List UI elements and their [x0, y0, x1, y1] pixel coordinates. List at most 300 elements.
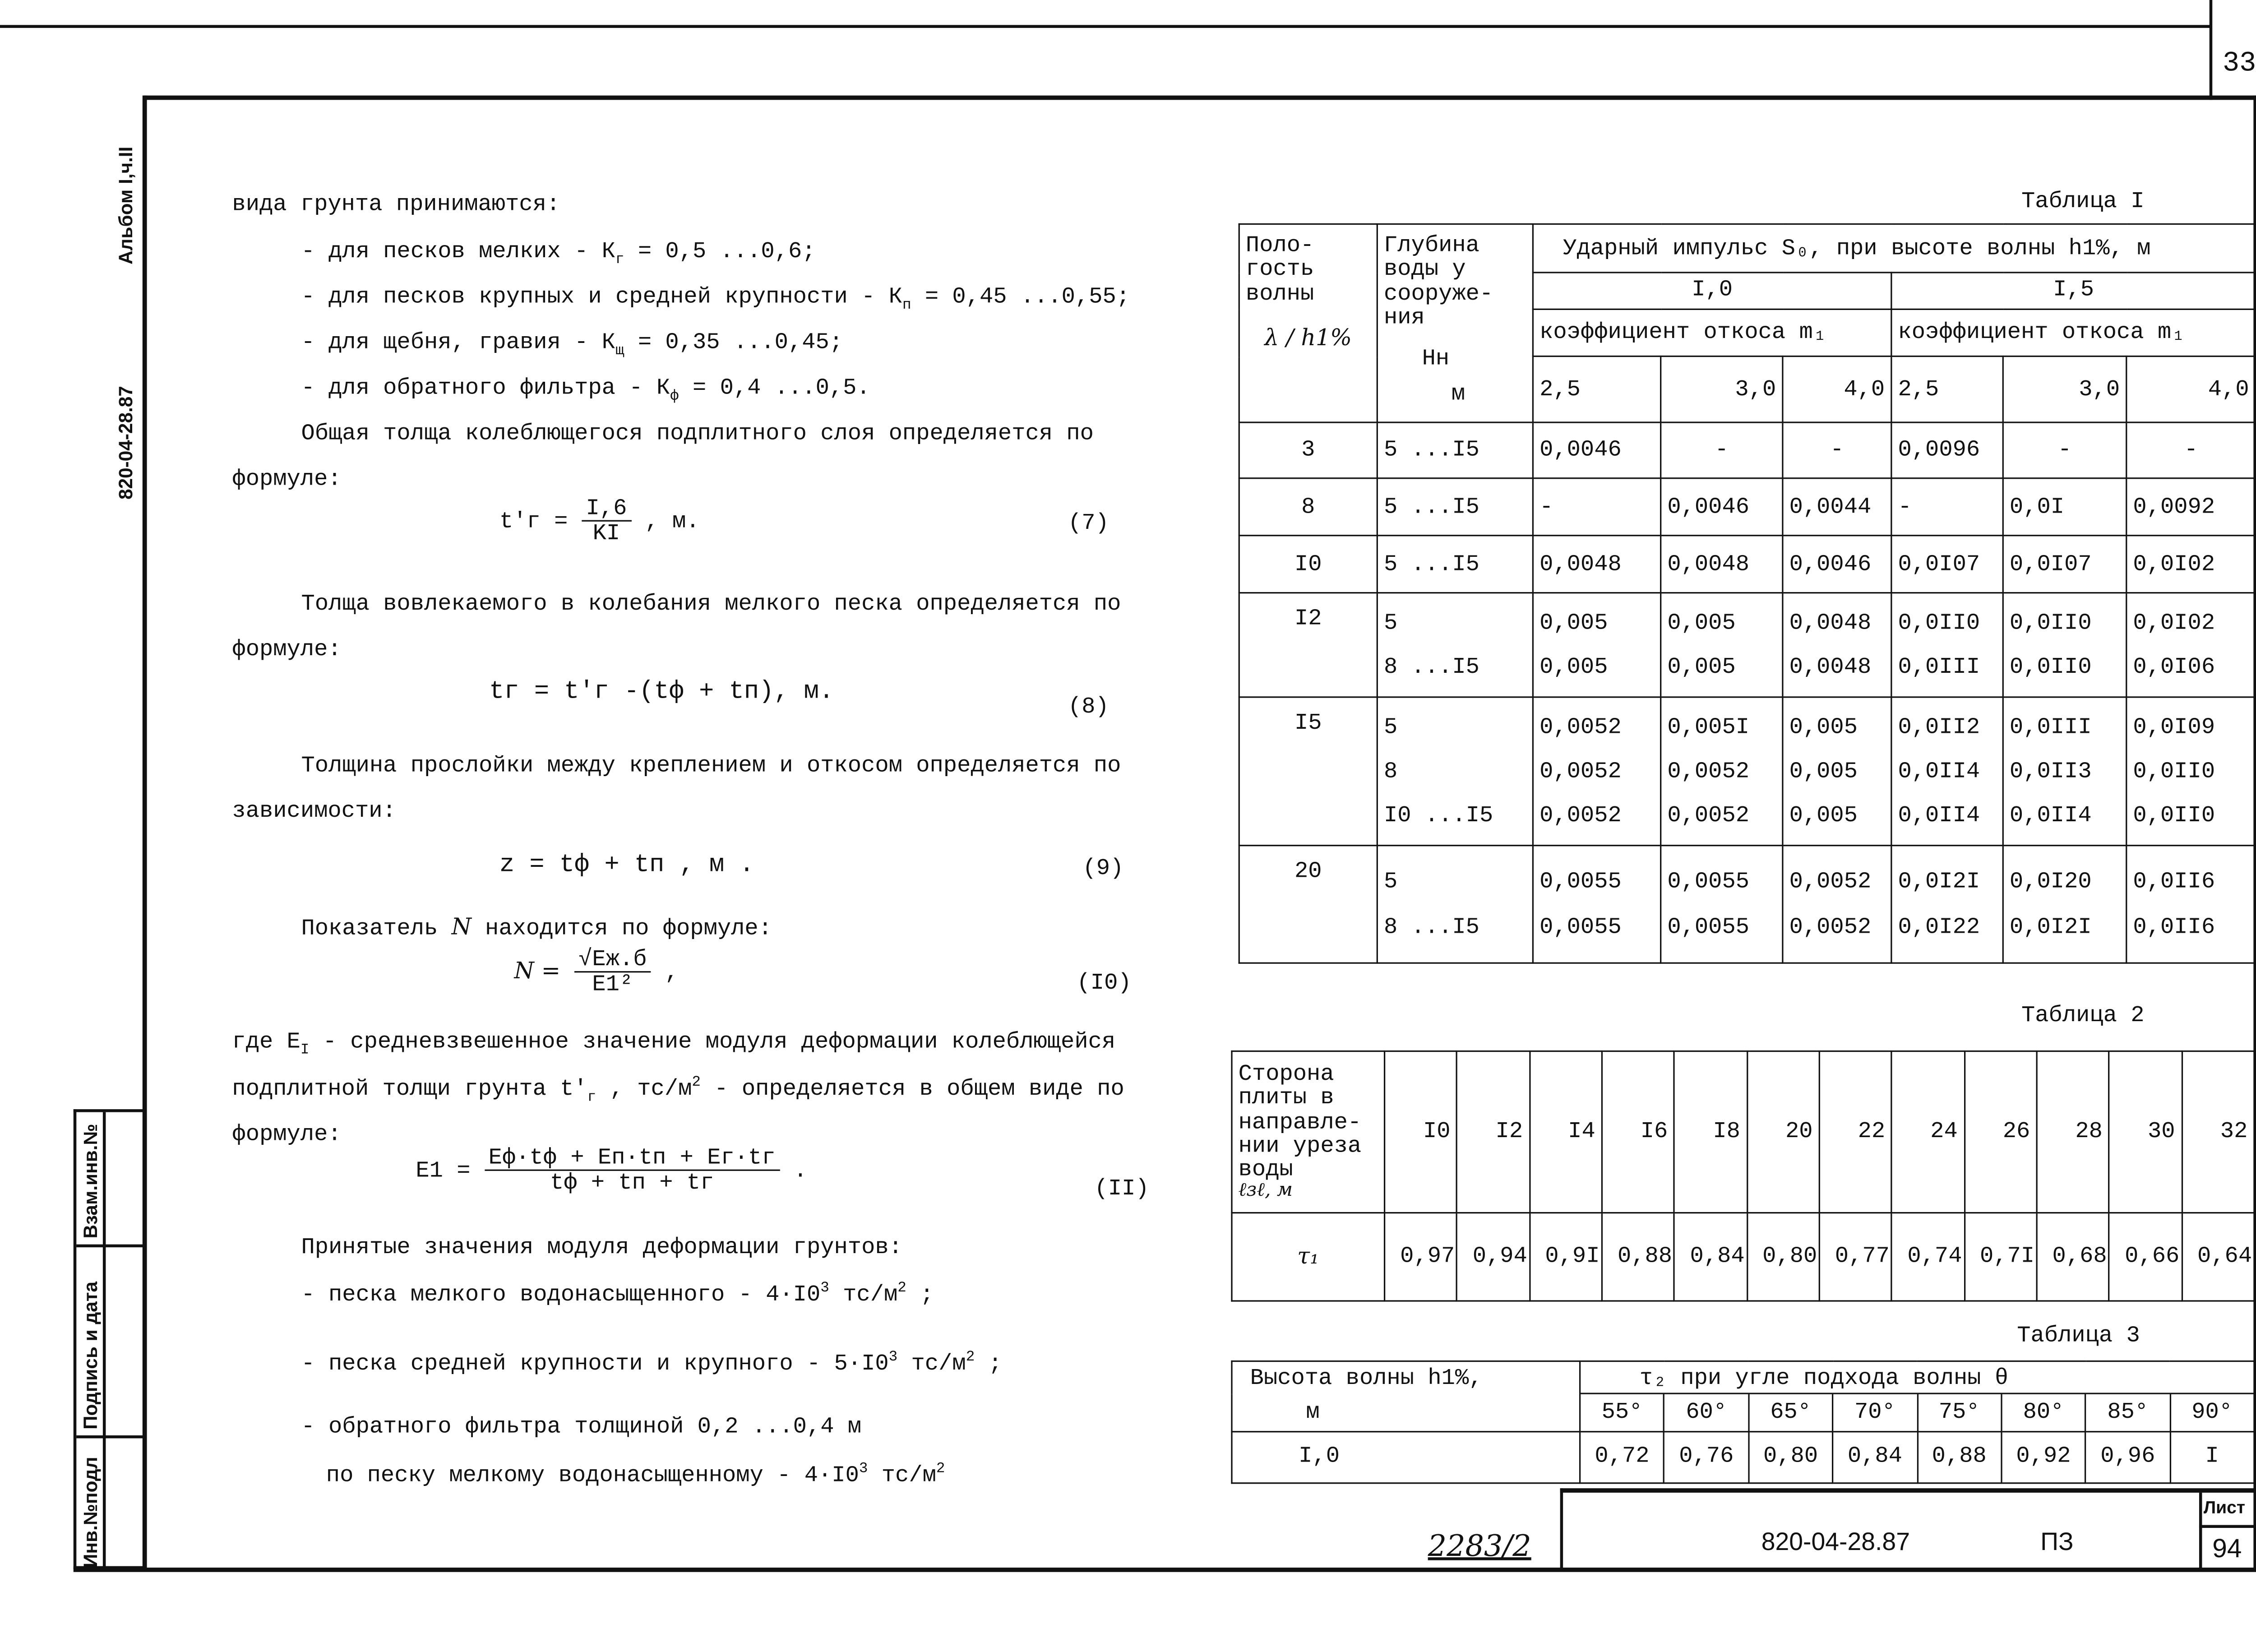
formula-numerator: √Eж.б — [574, 948, 651, 973]
text-segment: - для обратного фильтра - К — [301, 375, 670, 401]
text-line — [301, 283, 1130, 315]
header-size: I4 — [1530, 1051, 1602, 1213]
formula-lhs: N = — [514, 958, 561, 984]
cell-coefficient: 0,72 — [1580, 1431, 1664, 1482]
formula-numerator: Eф·tф + Eп·tп + Eг·tг — [484, 1146, 780, 1171]
impulse-value: 0,0048 — [1789, 653, 1872, 680]
text-segment: = 0,35 ...0,45; — [624, 329, 843, 356]
header-size: I8 — [1674, 1051, 1747, 1213]
depth-value: 5 ...I5 — [1383, 437, 1479, 463]
formula-denominator: KI — [592, 520, 620, 547]
impulse-value: 0,0II4 — [2009, 802, 2092, 829]
header-angle: 85° — [2085, 1394, 2170, 1431]
depth-value: 8 ...I5 — [1383, 653, 1479, 680]
cell-coefficient: 0,92 — [2002, 1431, 2086, 1482]
cell-impulse — [1783, 536, 1891, 593]
header-angle: 80° — [2002, 1394, 2086, 1431]
impulse-value: 0,0II6 — [2133, 913, 2215, 940]
header-size: I0 — [1385, 1051, 1457, 1213]
text-line — [232, 1028, 1115, 1060]
text-segment: - для песков крупных и средней крупности - К — [301, 283, 902, 310]
formula-11-number: (II) — [1094, 1175, 1149, 1202]
text-segment: 3 — [888, 1350, 898, 1366]
cell-coefficient: 0,9I — [1530, 1213, 1602, 1301]
text-segment: Толщина прослойки между креплением и откосом определяется по — [301, 752, 1121, 779]
stamp-signature-date: Подпись и дата — [79, 1281, 102, 1430]
header-depth-symbol: Hн — [1422, 345, 1450, 372]
table1-caption: Таблица I — [2021, 188, 2145, 215]
text-line — [301, 1281, 934, 1308]
impulse-value: 0,0I20 — [2009, 869, 2092, 895]
cell-coefficient: 0,76 — [1664, 1431, 1748, 1482]
header-wave-height: I,0 — [1533, 273, 1891, 309]
impulse-value: 0,0052 — [1789, 869, 1872, 895]
text-segment: формуле: — [232, 636, 342, 663]
stamp-inv-podl: Инв.№подл — [79, 1457, 102, 1568]
impulse-value: 0,0II2 — [1898, 713, 1980, 740]
header-wave-height — [1232, 1361, 1580, 1431]
text-segment: ; — [906, 1281, 934, 1308]
side-stamp — [74, 1109, 144, 1569]
header-size: 22 — [1819, 1051, 1892, 1213]
cell-impulse — [1533, 422, 1660, 478]
table-row — [1232, 1431, 2254, 1482]
text-segment: где E — [232, 1028, 300, 1055]
depth-value: 5 — [1383, 609, 1398, 636]
header-wave-height: I,5 — [1891, 273, 2256, 309]
impulse-value: 0,0I07 — [1898, 551, 1980, 578]
row-label: τ₁ — [1232, 1213, 1385, 1301]
table-1 — [1239, 223, 2256, 964]
text-segment: 2 — [897, 1281, 906, 1297]
formula-7-number: (7) — [1068, 509, 1109, 537]
cell-ratio: 8 — [1239, 478, 1377, 536]
impulse-value: 0,0052 — [1539, 802, 1622, 829]
cell-impulse — [1783, 593, 1891, 697]
cell-coefficient: 0,66 — [2109, 1213, 2182, 1301]
frame-top — [144, 96, 2256, 100]
impulse-value: 0,0I09 — [2133, 713, 2215, 740]
table-row — [1239, 846, 2256, 963]
cell-impulse — [1783, 697, 1891, 846]
text-segment: 3 — [859, 1462, 868, 1478]
impulse-value: 0,0II0 — [2133, 802, 2215, 829]
cell-impulse — [1661, 846, 1783, 963]
text-line — [326, 1462, 945, 1489]
impulse-value: 0,0II0 — [2009, 609, 2092, 636]
impulse-value: - — [2057, 437, 2072, 463]
formula-numerator: I,6 — [582, 496, 631, 522]
text-segment: 2 — [966, 1350, 975, 1366]
header-size: 28 — [2037, 1051, 2109, 1213]
text-segment: = 0,4 ...0,5. — [679, 375, 870, 401]
table-row — [1232, 1213, 2254, 1301]
cell-impulse — [2003, 593, 2126, 697]
impulse-value: 0,0II0 — [1898, 609, 1980, 636]
cell-impulse — [1891, 697, 2003, 846]
cell-impulse — [1661, 536, 1783, 593]
cell-coefficient: 0,84 — [1674, 1213, 1747, 1301]
text-line — [301, 591, 1121, 617]
top-rule — [0, 25, 2211, 28]
document-code: 820-04-28.87 — [1761, 1528, 1910, 1556]
header-angle: 65° — [1748, 1394, 1833, 1431]
text-line — [232, 1075, 1124, 1106]
impulse-value: 0,0052 — [1789, 913, 1872, 940]
cell-ratio: I0 — [1239, 536, 1377, 593]
cell-impulse — [2003, 846, 2126, 963]
impulse-value: 0,0I2I — [2009, 913, 2092, 940]
header-angle: 75° — [1917, 1394, 2002, 1431]
impulse-value: 0,0092 — [2133, 493, 2215, 520]
impulse-value: 0,0I22 — [1898, 913, 1980, 940]
depth-value: 5 ...I5 — [1383, 493, 1479, 520]
cell-impulse — [1533, 846, 1660, 963]
impulse-value: 0,0II0 — [2133, 758, 2215, 785]
impulse-value: 0,0II6 — [2133, 869, 2215, 895]
impulse-value: 0,0052 — [1539, 758, 1622, 785]
text-segment: - песка средней крупности и крупного - 5·I0 — [301, 1350, 889, 1377]
table-2 — [1231, 1050, 2255, 1302]
header-slope-coef: коэффициент откоса m₁ — [1891, 309, 2256, 356]
depth-value: 5 — [1383, 713, 1398, 740]
sheet-label: Лист — [2203, 1497, 2246, 1518]
header-depth — [1377, 224, 1533, 423]
impulse-value: 0,0055 — [1667, 869, 1750, 895]
header-size: 30 — [2109, 1051, 2182, 1213]
formula-11 — [416, 1146, 807, 1195]
text-line — [232, 191, 560, 217]
impulse-value: 0,005 — [1789, 802, 1858, 829]
depth-value: 8 ...I5 — [1383, 913, 1479, 940]
header-size: 32 — [2182, 1051, 2254, 1213]
cell-impulse — [2003, 422, 2126, 478]
impulse-value: 0,0055 — [1539, 913, 1622, 940]
cell-coefficient: 0,77 — [1819, 1213, 1892, 1301]
text-segment: I — [300, 1043, 310, 1060]
cell-impulse — [1533, 478, 1660, 536]
depth-value: 8 — [1383, 758, 1398, 785]
text-segment: по песку мелкому водонасыщенному - 4·I0 — [326, 1462, 859, 1489]
text-segment: - песка мелкого водонасыщенного - 4·I0 — [301, 1281, 821, 1308]
header-ratio-formula: λ / h1% — [1264, 324, 1352, 351]
text-segment: = 0,5 ...0,6; — [624, 238, 816, 265]
table-row — [1239, 536, 2256, 593]
text-segment: находится по формуле: — [471, 915, 772, 942]
text-segment: щ — [615, 344, 624, 360]
text-segment: 3 — [820, 1281, 829, 1297]
text-line — [301, 1234, 902, 1261]
impulse-value: 0,005I — [1667, 713, 1750, 740]
formula-denominator: tф + tп + tг — [550, 1170, 714, 1197]
impulse-value: 0,0055 — [1539, 869, 1622, 895]
text-segment: 2 — [936, 1462, 945, 1478]
impulse-value: 0,0I2I — [1898, 869, 1980, 895]
cell-depth — [1377, 593, 1533, 697]
impulse-value: 0,0055 — [1667, 913, 1750, 940]
text-segment: тс/м — [897, 1350, 966, 1377]
side-code: 820-04-28.87 — [114, 386, 137, 500]
text-segment: - средневзвешенное значение модуля деформации колеблющейся — [309, 1028, 1116, 1055]
text-segment: г — [615, 253, 624, 269]
cell-impulse — [2127, 422, 2256, 478]
cell-impulse — [1891, 536, 2003, 593]
cell-impulse — [1783, 846, 1891, 963]
impulse-value: 0,0II4 — [1898, 802, 1980, 829]
impulse-value: 0,0III — [2009, 713, 2092, 740]
sheet-number: 94 — [2212, 1534, 2242, 1564]
header-slope: 2,5 — [1891, 356, 2003, 423]
cell-impulse — [1891, 846, 2003, 963]
cell-impulse — [2127, 593, 2256, 697]
cell-impulse — [1783, 478, 1891, 536]
cell-impulse — [2003, 478, 2126, 536]
cell-impulse — [1533, 536, 1660, 593]
text-segment: Показатель — [301, 915, 452, 942]
impulse-value: 0,0III — [1898, 653, 1980, 680]
depth-value: 5 ...I5 — [1383, 551, 1479, 578]
cell-impulse — [1533, 593, 1660, 697]
impulse-value: 0,0I — [2009, 493, 2065, 520]
header-size: 24 — [1892, 1051, 1965, 1213]
page-number-box-left — [2210, 0, 2213, 100]
text-segment: тс/м — [829, 1281, 898, 1308]
cell-impulse — [1661, 593, 1783, 697]
text-line — [301, 914, 772, 942]
cell-coefficient: 0,74 — [1892, 1213, 1965, 1301]
cell-impulse — [1661, 422, 1783, 478]
cell-impulse — [1891, 593, 2003, 697]
header-approach-angle: τ₂ при угле подхода волны θ — [1580, 1361, 2254, 1393]
impulse-value: 0,0044 — [1789, 493, 1872, 520]
text-segment: Принятые значения модуля деформации грунтов: — [301, 1234, 902, 1261]
table-row — [1239, 593, 2256, 697]
cell-depth — [1377, 536, 1533, 593]
cell-depth — [1377, 846, 1533, 963]
header-wave-height-unit: м — [1306, 1399, 1320, 1425]
header-depth-label: Глубина воды у сооруже-ния — [1383, 232, 1493, 330]
header-plate-side-symbol: ℓзℓ, м — [1238, 1180, 1293, 1203]
impulse-value: - — [1539, 493, 1553, 520]
text-segment: г — [587, 1090, 596, 1107]
formula-tail: . — [793, 1157, 808, 1184]
cell-coefficient: 0,68 — [2037, 1213, 2109, 1301]
text-line — [301, 329, 843, 360]
table-3 — [1231, 1360, 2255, 1483]
text-segment: 2 — [692, 1075, 701, 1092]
cell-ratio: 3 — [1239, 422, 1377, 478]
header-slope: 3,0 — [1661, 356, 1783, 423]
impulse-value: 0,0I06 — [2133, 653, 2215, 680]
header-size: I2 — [1457, 1051, 1530, 1213]
impulse-value: 0,0I02 — [2133, 609, 2215, 636]
cell-coefficient: 0,97 — [1385, 1213, 1457, 1301]
impulse-value: 0,0II3 — [2009, 758, 2092, 785]
impulse-value: - — [1830, 437, 1844, 463]
impulse-value: - — [1715, 437, 1729, 463]
header-impulse: Ударный импульс S₀, при высоте волны h1%, м — [1533, 224, 2256, 273]
text-line — [301, 1350, 1002, 1377]
text-line — [232, 636, 341, 663]
header-slope: 4,0 — [1783, 356, 1891, 423]
text-segment: зависимости: — [232, 797, 396, 824]
cell-coefficient: 0,88 — [1917, 1431, 2002, 1482]
text-segment: формуле: — [232, 466, 342, 492]
text-segment: N — [451, 914, 472, 940]
header-slope-coef: коэффициент откоса m₁ — [1533, 309, 1891, 356]
header-wave-height-label: Высота волны h1%, — [1250, 1365, 1483, 1392]
text-segment: - для песков мелких - К — [301, 238, 615, 265]
cell-coefficient: 0,96 — [2085, 1431, 2170, 1482]
depth-value: I0 ...I5 — [1383, 802, 1493, 829]
cell-ratio: 20 — [1239, 846, 1377, 963]
cell-depth — [1377, 422, 1533, 478]
impulse-value: 0,0048 — [1667, 551, 1750, 578]
text-line — [232, 1121, 341, 1148]
formula-9-number: (9) — [1082, 855, 1124, 882]
cell-impulse — [2127, 697, 2256, 846]
cell-impulse — [1891, 422, 2003, 478]
text-segment: тс/м — [868, 1462, 936, 1489]
impulse-value: 0,0046 — [1539, 437, 1622, 463]
impulse-value: 0,005 — [1789, 713, 1858, 740]
formula-8: tг = t'г -(tф + tп), м. — [489, 679, 834, 707]
formula-lhs: E1 = — [416, 1157, 471, 1184]
header-plate-side-label: Сторона плиты в направле-нии уреза воды — [1238, 1060, 1362, 1183]
header-size: I6 — [1602, 1051, 1674, 1213]
formula-lhs: t'г = — [499, 508, 568, 535]
cell-impulse — [1533, 697, 1660, 846]
impulse-value: 0,005 — [1539, 653, 1608, 680]
text-segment: ф — [670, 389, 679, 406]
header-angle: 90° — [2170, 1394, 2254, 1431]
cell-depth — [1377, 697, 1533, 846]
impulse-value: 0,005 — [1539, 609, 1608, 636]
cell-coefficient: 0,64 — [2182, 1213, 2254, 1301]
text-line — [301, 752, 1121, 779]
text-segment: = 0,45 ...0,55; — [911, 283, 1130, 310]
formula-denominator: E1² — [592, 971, 633, 998]
text-segment: , тс/м — [596, 1075, 692, 1102]
cell-coefficient: 0,7I — [1964, 1213, 2037, 1301]
cell-impulse — [2127, 478, 2256, 536]
text-line — [301, 375, 870, 406]
formula-tail: , м. — [645, 508, 700, 535]
document-type: ПЗ — [2040, 1528, 2074, 1556]
cell-impulse — [1783, 422, 1891, 478]
cell-coefficient: 0,80 — [1747, 1213, 1820, 1301]
text-segment: формуле: — [232, 1121, 342, 1148]
cell-coefficient: 0,84 — [1833, 1431, 1917, 1482]
formula-9: z = tф + tп , м . — [499, 852, 754, 880]
cell-ratio: I2 — [1239, 593, 1377, 697]
text-segment: Толща вовлекаемого в колебания мелкого песка определяется по — [301, 590, 1121, 617]
impulse-value: 0,0052 — [1539, 713, 1622, 740]
header-angle: 60° — [1664, 1394, 1748, 1431]
cell-depth — [1377, 478, 1533, 536]
impulse-value: - — [1898, 493, 1912, 520]
title-block — [1560, 1488, 2256, 1570]
header-slope: 4,0 — [2127, 356, 2256, 423]
header-angle: 70° — [1833, 1394, 1917, 1431]
cell-impulse — [1661, 478, 1783, 536]
text-segment: вида грунта принимаются: — [232, 191, 560, 217]
text-segment: Общая толща колеблющегося подплитного слоя определяется по — [301, 420, 1094, 447]
formula-10 — [514, 948, 679, 997]
header-angle: 55° — [1580, 1394, 1664, 1431]
formula-tail: , — [665, 959, 679, 986]
formula-8-number: (8) — [1068, 693, 1109, 720]
impulse-value: 0,0II0 — [2009, 653, 2092, 680]
formula-7 — [499, 496, 700, 546]
cell-coefficient: I — [2170, 1431, 2254, 1482]
impulse-value: 0,0I02 — [2133, 551, 2215, 578]
impulse-value: - — [2184, 437, 2198, 463]
cell-impulse — [2003, 697, 2126, 846]
text-segment: - для щебня, гравия - К — [301, 329, 615, 356]
row-label: I,0 — [1232, 1431, 1580, 1482]
cell-coefficient: 0,80 — [1748, 1431, 1833, 1482]
impulse-value: 0,0052 — [1667, 758, 1750, 785]
cell-impulse — [2127, 846, 2256, 963]
table2-caption: Таблица 2 — [2021, 1002, 2145, 1029]
depth-value: 5 — [1383, 869, 1398, 895]
header-slope: 2,5 — [1533, 356, 1660, 423]
album-label: Альбом I,ч.II — [114, 146, 137, 265]
text-line — [232, 466, 341, 492]
impulse-value: 0,005 — [1667, 609, 1736, 636]
cell-impulse — [2003, 536, 2126, 593]
header-size: 20 — [1747, 1051, 1820, 1213]
cell-impulse — [1891, 478, 2003, 536]
impulse-value: 0,0II4 — [1898, 758, 1980, 785]
impulse-value: 0,0I07 — [2009, 551, 2092, 578]
table-row — [1239, 697, 2256, 846]
header-plate-side — [1232, 1051, 1385, 1213]
header-ratio — [1239, 224, 1377, 423]
text-line — [301, 420, 1094, 447]
text-segment: - обратного фильтра толщиной 0,2 ...0,4 м — [301, 1413, 862, 1440]
impulse-value: 0,0046 — [1667, 493, 1750, 520]
cell-coefficient: 0,88 — [1602, 1213, 1674, 1301]
formula-10-number: (I0) — [1077, 969, 1132, 996]
text-line — [232, 798, 396, 824]
header-slope: 3,0 — [2003, 356, 2126, 423]
handwritten-number: 2283/2 — [1428, 1528, 1531, 1564]
text-segment: ; — [975, 1350, 1002, 1377]
impulse-value: 0,0046 — [1789, 551, 1872, 578]
table-row — [1239, 478, 2256, 536]
cell-coefficient: 0,94 — [1457, 1213, 1530, 1301]
header-ratio-label: Поло-гость волны — [1245, 232, 1314, 306]
header-size: 26 — [1964, 1051, 2037, 1213]
impulse-value: 0,005 — [1667, 653, 1736, 680]
text-line — [301, 238, 815, 269]
text-segment: п — [902, 298, 911, 315]
impulse-value: 0,0052 — [1667, 802, 1750, 829]
cell-ratio: I5 — [1239, 697, 1377, 846]
text-line — [301, 1413, 861, 1440]
text-segment: - определяется в общем виде по — [701, 1075, 1124, 1102]
impulse-value: 0,0096 — [1898, 437, 1980, 463]
table-row — [1239, 422, 2256, 478]
page-number: 33 — [2223, 47, 2256, 79]
impulse-value: 0,0048 — [1789, 609, 1872, 636]
table3-caption: Таблица 3 — [2017, 1322, 2140, 1349]
impulse-value: 0,0048 — [1539, 551, 1622, 578]
impulse-value: 0,005 — [1789, 758, 1858, 785]
cell-impulse — [2127, 536, 2256, 593]
